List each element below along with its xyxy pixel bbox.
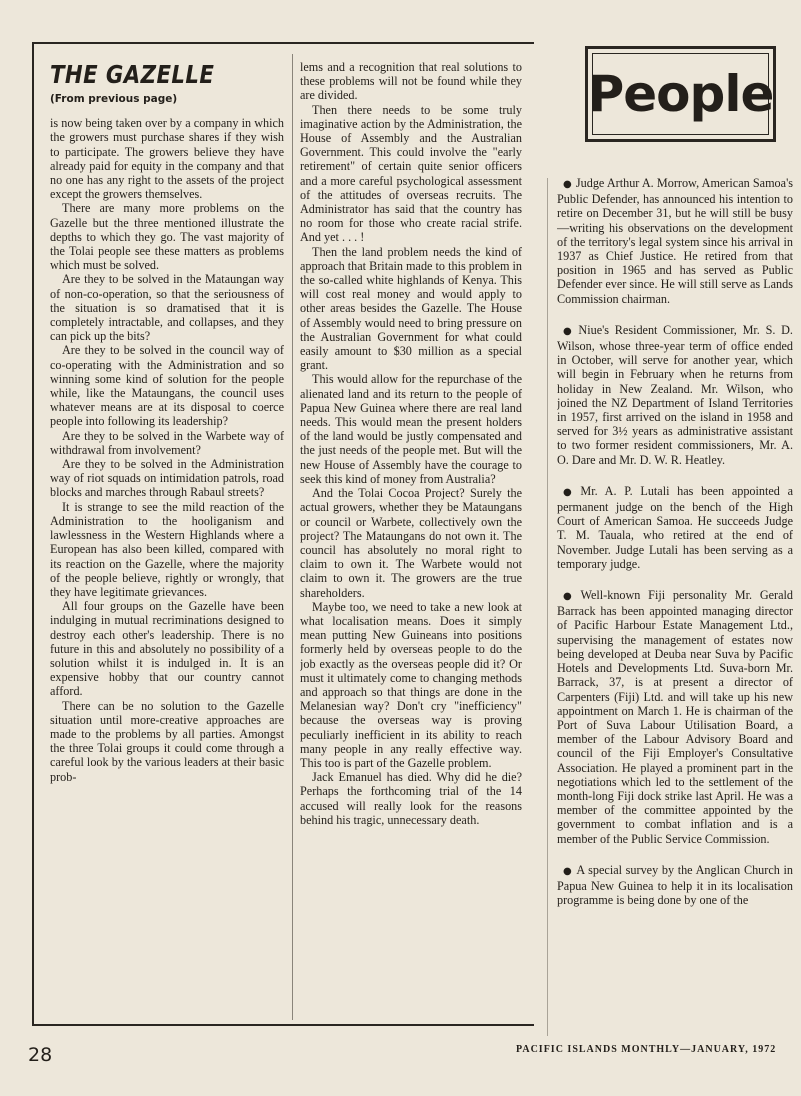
paragraph: Then the land problem needs the kind of approach that Britain made to this problem in the so-called white highlands of Kenya. This will cost real money and would apply to other areas besides the Gazelle. The House of Assembly would need to bring pressure on the Australian Government for what could easily amount to $30 million as a special grant.: [300, 244, 522, 373]
people-item: [557, 176, 793, 306]
paragraph: Are they to be solved in the Administration way of riot squads on intimidation patrols, road blocks and marches through Rabaul streets?: [50, 457, 284, 500]
gazelle-column-2: [300, 60, 522, 1018]
paragraph: It is strange to see the mild reaction of the Administration to the hooliganism and lawlessness in the Western Highlands where a European has also been killed, compared with its reaction on the Gazelle, where the majority of the people believe, rightly or wrongly, that they have legitimate grievances.: [50, 499, 284, 599]
paragraph: Maybe too, we need to take a new look at what localisation means. Does it simply mean putting New Guineans into positions formerly held by overseas people to do the job exactly as the overseas people did it? Or must it ultimately come to changing methods and approach so that things are done in the Melanesian way? Don't cry "inefficiency" because the overseas way is proving peculiarly inefficient in its ability to reach many people in any really effective way. This too is part of the Gazelle problem.: [300, 599, 522, 770]
people-title: People: [587, 65, 774, 123]
paragraph: Are they to be solved in the Mataungan way of non-co-operation, so that the seriousness of the situation is so dramatised that it is completely intractable, and collapses, and they can pick up the bits?: [50, 272, 284, 344]
people-item-text: A special survey by the Anglican Church in Papua New Guinea to help it in its localisation programme is being done by one of the: [557, 862, 793, 908]
paragraph: is now being taken over by a company in which the growers must purchase shares if they wish to participate. The growers believe they have already paid for equity in the company and that no one has any right to the assets of the project except the growers themselves.: [50, 116, 284, 202]
people-item: [557, 588, 793, 846]
people-item-text: Mr. A. P. Lutali has been appointed a permanent judge on the bench of the High Court of American Samoa. He succeeds Judge T. M. Tauala, who retired at the end of November. Judge Lutali has been serving as a temporary judge.: [557, 483, 793, 571]
paragraph: This would allow for the repurchase of the alienated land and its return to the people of Papua New Guinea where there are real land needs. This would mean the present holders of the land would be justly compensated and the just needs of the people met. But will the new House of Assembly have the courage to seek this kind of money from Australia?: [300, 372, 522, 486]
page-number: 28: [28, 1044, 53, 1066]
column-divider: [292, 54, 293, 1020]
paragraph: Jack Emanuel has died. Why did he die? Perhaps the forthcoming trial of the 14 accused will really look for the reasons behind his tragic, unnecessary death.: [300, 770, 522, 827]
paragraph: There are many more problems on the Gazelle but the three mentioned illustrate the depths to which they go. The vast majority of the Tolai people see these matters as problems which must be solved.: [50, 201, 284, 273]
people-item-text: Well-known Fiji personality Mr. Gerald Barrack has been appointed managing director of Pacific Harbour Estate Management Ltd., supervising the management of estates now being developed at Deuba near Suva by Pacific Hotels and Developments Ltd. Suva-born Mr. Barrack, 37, is at present a director of Carpenters (Fiji) Ltd. and will take up his new appointment on March 1. He is chairman of the Port of Suva Labour Utilisation Board, a member of the Labour Advisory Board and council of the Fiji Employer's Consultative Association. He played a prominent part in the negotiations which led to the settlement of the month-long Fiji dock strike last April. He was a member of the committee appointed by the government to combat inflation and is a member of the Public Service Commission.: [557, 588, 793, 846]
people-item: [557, 484, 793, 571]
paragraph: All four groups on the Gazelle have been indulging in mutual recriminations designed to destroy each other's leadership. There is no future in this and absolutely no possibility of a solution whilst it is indulged in. It is an expensive hobby that our country cannot afford.: [50, 599, 284, 699]
bullet-icon: ●: [563, 865, 573, 877]
bullet-icon: ●: [563, 325, 575, 337]
people-heading-box: [585, 46, 776, 142]
people-item-text: Judge Arthur A. Morrow, American Samoa's Public Defender, has announced his intention to retire on December 31, but he will still be busy—writing his observations on the development of the territory's legal system since his arrival in 1937 as Chief Justice. He retired from that position in 1965 and has served as Public Defender ever since. He will still serve as Lands Commission chairman.: [557, 176, 793, 306]
bullet-icon: ●: [563, 591, 577, 603]
paragraph: Are they to be solved in the Warbete way of withdrawal from involvement?: [50, 428, 284, 457]
gazelle-article: [32, 42, 534, 1026]
paragraph: Are they to be solved in the council way of co-operating with the Administration and so winning some kind of solution for the people while, like the Mataungans, the council uses whatever means are at its disposal to coerce people into following its leadership?: [50, 343, 284, 429]
people-item: [557, 863, 793, 908]
paragraph: And the Tolai Cocoa Project? Surely the actual growers, whether they be Mataungans or council or Warbete, collectively own the project? The Mataungans do not own it. The council has absolutely no moral right to claim to own it. The Warbete would not claim to own it. The growers are the true shareholders.: [300, 486, 522, 600]
gazelle-subtitle: (From previous page): [50, 93, 178, 105]
gazelle-title: THE GAZELLE: [50, 60, 215, 89]
paragraph: There can be no solution to the Gazelle situation until more-creative approaches are made to the problems by all parties. Amongst the three Tolai groups it could come through a careful look by the various leaders at their basic prob-: [50, 698, 284, 784]
people-column: [557, 176, 793, 1036]
paragraph: Then there needs to be some truly imaginative action by the Administration, the House of Assembly and the Australian Government. This could involve the "early retirement" of certain quite senior officers and a more careful psychological assessment of the attitudes of overseas recruits. The Administrator has said that the country has no room for those who create racial strife. And yet . . . !: [300, 102, 522, 245]
gazelle-column-1: [50, 56, 284, 1018]
bullet-icon: ●: [563, 486, 577, 498]
people-item: [557, 323, 793, 467]
people-item-text: Niue's Resident Commissioner, Mr. S. D. Wilson, whose three-year term of office ended in October, will serve for another year, which will begin in February when he returns from holiday in New Zealand. Mr. Wilson, who joined the NZ Department of Island Territories in 1957, first arrived on the island in 1958 and served for 3½ years as administrative assistant to two former resident commissioners, Mr. A. O. Dare and Mr. D. W. R. Heatley.: [557, 322, 793, 467]
section-divider: [547, 178, 548, 1036]
bullet-icon: ●: [563, 179, 572, 190]
paragraph: lems and a recognition that real solutions to these problems will not be found while they are divided.: [300, 60, 522, 103]
publication-footer: PACIFIC ISLANDS MONTHLY—JANUARY, 1972: [516, 1044, 777, 1055]
